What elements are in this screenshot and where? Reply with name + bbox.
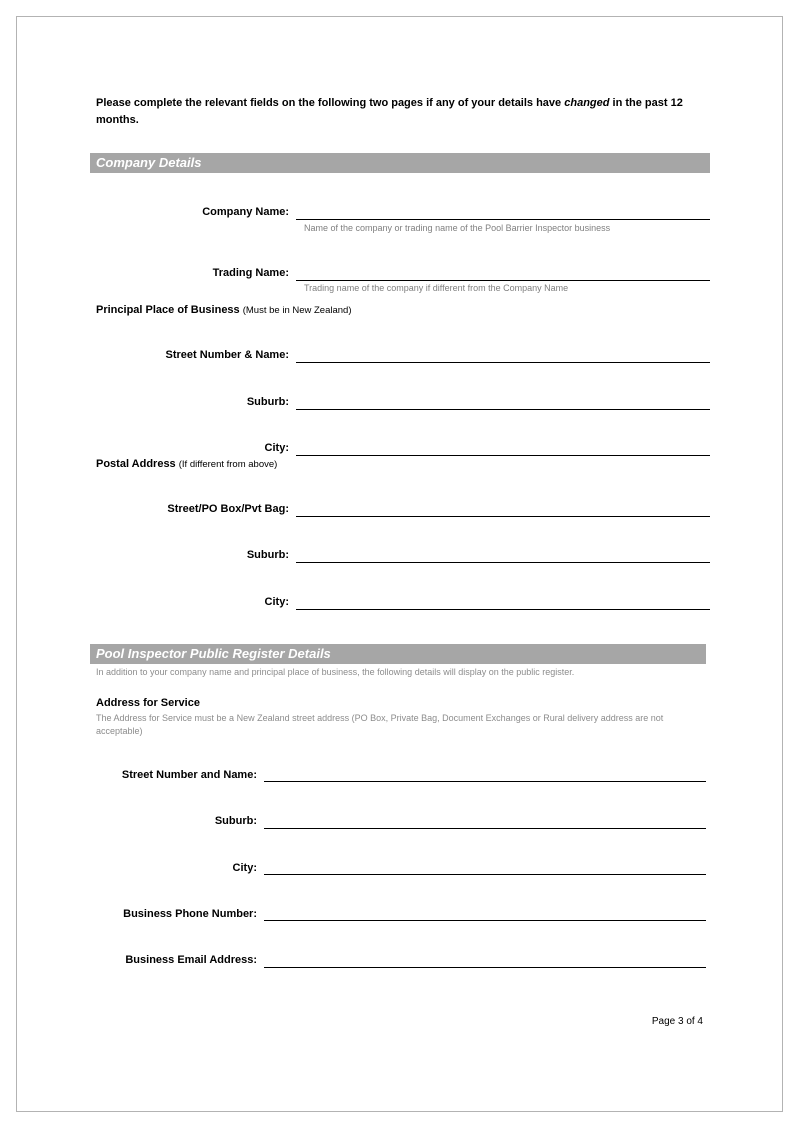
principal-suburb-label: Suburb:: [246, 396, 289, 408]
business-phone-label: Business Phone Number:: [123, 908, 257, 920]
postal-suburb-label: Suburb:: [246, 549, 289, 561]
postal-address-heading-text: Postal Address: [96, 458, 176, 470]
service-suburb-input[interactable]: [264, 828, 706, 829]
principal-street-input[interactable]: [296, 362, 710, 363]
business-email-input[interactable]: [264, 967, 706, 968]
postal-suburb-input[interactable]: [296, 562, 710, 563]
principal-suburb-input[interactable]: [296, 409, 710, 410]
address-for-service-note: The Address for Service must be a New Zealand street address (PO Box, Private Bag, Document Exchanges or Rural delivery address are not acceptable): [96, 713, 664, 736]
postal-city-input[interactable]: [296, 609, 710, 610]
register-details-title: Pool Inspector Public Register Details: [96, 646, 331, 661]
address-for-service-heading: Address for Service: [96, 697, 200, 709]
company-name-label: Company Name:: [202, 206, 289, 218]
postal-street-label: Street/PO Box/Pvt Bag:: [167, 503, 289, 515]
principal-city-label: City:: [264, 442, 289, 454]
company-details-title: Company Details: [96, 155, 202, 170]
service-street-label: Street Number and Name:: [121, 769, 257, 781]
postal-address-note: (If different from above): [178, 459, 278, 470]
register-intro: In addition to your company name and principal place of business, the following details will display on the public register.: [96, 667, 575, 677]
postal-address-heading: [96, 458, 277, 470]
business-email-label: Business Email Address:: [125, 954, 257, 966]
register-details-banner: [90, 644, 706, 664]
principal-place-note: (Must be in New Zealand): [242, 305, 352, 316]
service-city-label: City:: [232, 862, 257, 874]
intro-text-after: in the past 12 months.: [96, 97, 683, 126]
postal-street-input[interactable]: [296, 516, 710, 517]
trading-name-label: Trading Name:: [212, 267, 289, 279]
principal-city-input[interactable]: [296, 455, 710, 456]
company-details-banner: [90, 153, 710, 173]
postal-city-label: City:: [264, 596, 289, 608]
company-name-input[interactable]: [296, 219, 710, 220]
principal-place-heading: [96, 304, 352, 316]
principal-street-label: Street Number & Name:: [165, 349, 289, 361]
page-frame: [16, 16, 783, 1112]
company-name-hint: Name of the company or trading name of the Pool Barrier Inspector business: [304, 223, 611, 233]
service-street-input[interactable]: [264, 781, 706, 782]
service-suburb-label: Suburb:: [214, 815, 257, 827]
service-city-input[interactable]: [264, 874, 706, 875]
intro-paragraph: [96, 95, 696, 129]
trading-name-hint: Trading name of the company if different from the Company Name: [304, 283, 569, 293]
intro-emphasis: changed: [564, 97, 610, 109]
business-phone-input[interactable]: [264, 920, 706, 921]
principal-place-heading-text: Principal Place of Business: [96, 304, 240, 316]
page-number: Page 3 of 4: [651, 1016, 703, 1027]
intro-text-before: Please complete the relevant fields on the following two pages if any of your details have: [96, 97, 565, 109]
trading-name-input[interactable]: [296, 280, 710, 281]
